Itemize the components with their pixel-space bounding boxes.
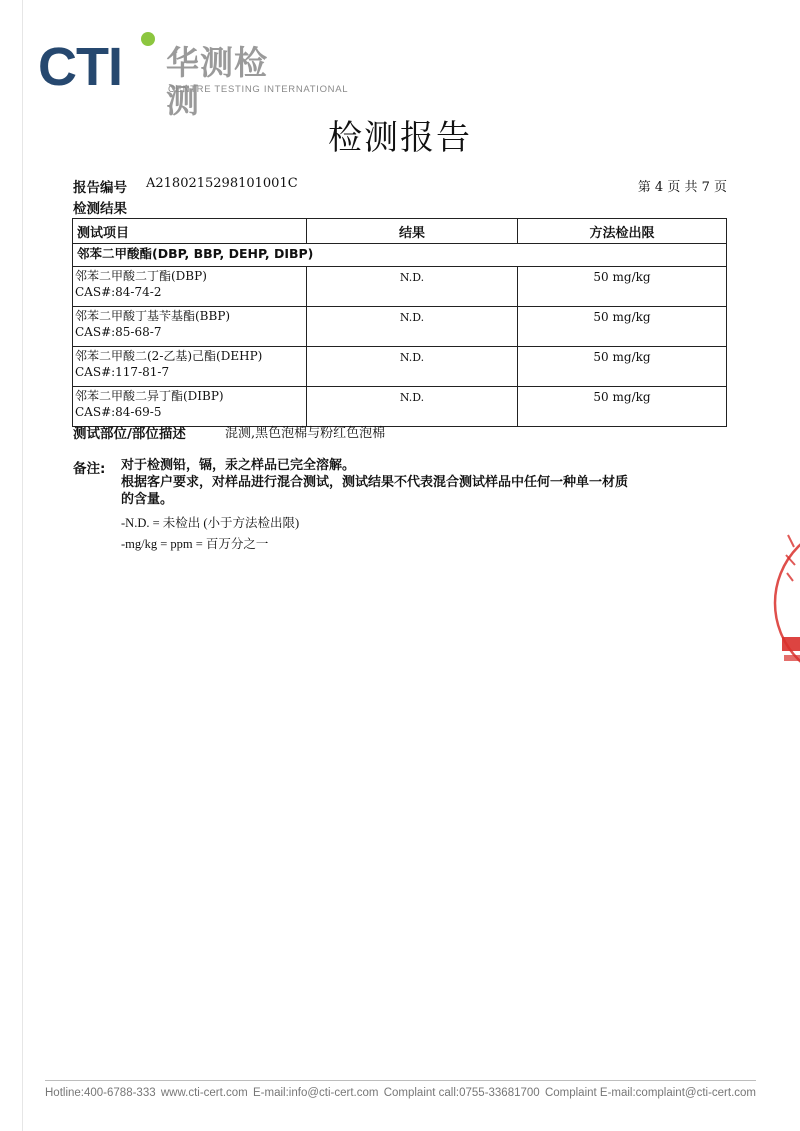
header-result: 结果	[307, 219, 518, 244]
table-header-row	[73, 219, 727, 244]
test-item-cas: CAS#:85-68-7	[75, 325, 162, 339]
seal-stamp-fragment	[760, 515, 800, 690]
footer-hotline: Hotline:400-6788-333	[45, 1087, 156, 1099]
note-nd-definition: -N.D. = 未检出 (小于方法检出限)	[121, 516, 300, 530]
footer	[45, 1087, 756, 1099]
test-item-cas: CAS#:84-74-2	[75, 285, 162, 299]
header-test-item: 测试项目	[73, 219, 307, 244]
result-cell: N.D.	[307, 267, 518, 307]
limit-cell: 50 mg/kg	[518, 387, 727, 427]
note-unit-definition: -mg/kg = ppm = 百万分之一	[121, 537, 269, 551]
result-cell: N.D.	[307, 347, 518, 387]
footer-complaint-email[interactable]: Complaint E-mail:complaint@cti-cert.com	[544, 1087, 756, 1099]
footer-email[interactable]: E-mail:info@cti-cert.com	[253, 1087, 379, 1099]
table-group-row	[73, 244, 727, 267]
test-item-cas: CAS#:84-69-5	[75, 405, 162, 419]
test-item-cell	[73, 387, 307, 427]
limit-cell: 50 mg/kg	[518, 307, 727, 347]
report-number-value: A2180215298101001C	[146, 176, 298, 191]
test-item-cas: CAS#:117-81-7	[75, 365, 170, 379]
note-line-3: 的含量。	[121, 492, 174, 507]
logo-english-name: CENTRE TESTING INTERNATIONAL	[168, 84, 349, 95]
limit-cell: 50 mg/kg	[518, 267, 727, 307]
page-info: 第 4 页 共 7 页	[637, 180, 727, 195]
table-row	[73, 267, 727, 307]
table-row	[73, 387, 727, 427]
note-line-2: 根据客户要求，对样品进行混合测试，测试结果不代表混合测试样品中任何一种单一材质	[121, 475, 629, 490]
test-item-name: 邻苯二甲酸丁基苄基酯(BBP)	[75, 309, 231, 323]
results-section-label: 检测结果	[73, 201, 127, 217]
logo-brand: CTI	[38, 37, 122, 97]
test-item-cell	[73, 307, 307, 347]
table-row	[73, 307, 727, 347]
group-title: 邻苯二甲酸酯(DBP, BBP, DEHP, DIBP)	[73, 244, 727, 267]
test-item-cell	[73, 347, 307, 387]
test-item-name: 邻苯二甲酸二丁酯(DBP)	[75, 269, 207, 283]
footer-website[interactable]: www.cti-cert.com	[160, 1087, 248, 1099]
logo-chinese-name: 华测检测	[166, 43, 268, 120]
note-line-1: 对于检测铅，镉，汞之样品已完全溶解。	[121, 458, 356, 473]
result-cell: N.D.	[307, 387, 518, 427]
test-item-name: 邻苯二甲酸二异丁酯(DIBP)	[75, 389, 224, 403]
footer-complaint-call: Complaint call:0755-33681700	[383, 1087, 540, 1099]
logo-dot-icon	[141, 32, 155, 46]
result-cell: N.D.	[307, 307, 518, 347]
test-item-name: 邻苯二甲酸二(2-乙基)己酯(DEHP)	[75, 349, 263, 363]
report-number-label: 报告编号	[73, 180, 127, 196]
document-title: 检测报告	[328, 118, 472, 158]
table-row	[73, 347, 727, 387]
page-edge-line	[22, 0, 23, 1131]
description-label: 测试部位/部位描述	[73, 426, 186, 442]
limit-cell: 50 mg/kg	[518, 347, 727, 387]
test-item-cell	[73, 267, 307, 307]
results-table	[72, 218, 727, 427]
notes-label: 备注:	[73, 461, 106, 477]
header-detection-limit: 方法检出限	[518, 219, 727, 244]
description-value: 混测,黑色泡棉与粉红色泡棉	[225, 426, 386, 441]
footer-divider	[45, 1080, 756, 1081]
cti-logo	[38, 30, 349, 120]
